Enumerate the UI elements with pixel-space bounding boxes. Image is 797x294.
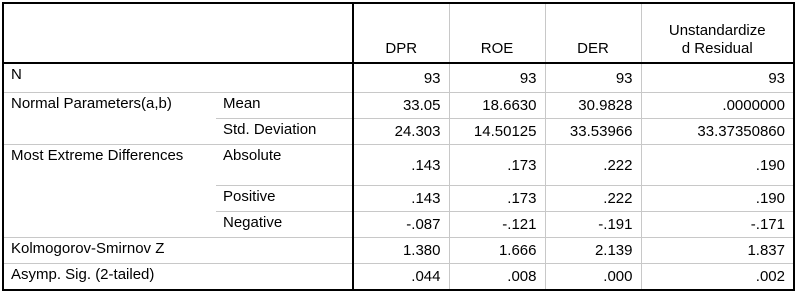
statistics-table [2,2,795,291]
row-label: Most Extreme Differences [3,144,216,185]
cell-dpr: 93 [353,63,449,92]
table-row [3,186,794,212]
cell-der: 30.9828 [545,92,641,118]
column-header-roe: ROE [449,3,545,63]
cell-dpr: 1.380 [353,238,449,264]
cell-roe: 1.666 [449,238,545,264]
cell-der: .222 [545,186,641,212]
row-sublabel: Std. Deviation [216,118,353,144]
cell-residual: .0000000 [641,92,794,118]
cell-dpr: .143 [353,144,449,185]
row-sublabel [216,238,353,264]
row-label: Kolmogorov-Smirnov Z [3,238,216,264]
row-sublabel [216,63,353,92]
cell-residual: .190 [641,144,794,185]
table-row [3,92,794,118]
cell-der: .000 [545,264,641,290]
cell-roe: 14.50125 [449,118,545,144]
column-header-unstandardized-residual-text: Unstandardized Residual [668,22,766,58]
cell-der: 33.53966 [545,118,641,144]
table-row [3,264,794,290]
cell-residual: -.171 [641,212,794,238]
cell-der: 2.139 [545,238,641,264]
row-label [3,186,216,212]
cell-roe: 18.6630 [449,92,545,118]
cell-residual: .190 [641,186,794,212]
cell-dpr: -.087 [353,212,449,238]
cell-dpr: .143 [353,186,449,212]
table-row [3,238,794,264]
cell-dpr: 33.05 [353,92,449,118]
cell-dpr: 24.303 [353,118,449,144]
row-sublabel: Positive [216,186,353,212]
cell-residual: 33.37350860 [641,118,794,144]
row-sublabel: Absolute [216,144,353,185]
cell-residual: 93 [641,63,794,92]
header-corner-sub [216,3,353,63]
row-label: N [3,63,216,92]
column-header-dpr: DPR [353,3,449,63]
table-row [3,144,794,185]
cell-roe: -.121 [449,212,545,238]
cell-roe: 93 [449,63,545,92]
row-label: Normal Parameters(a,b) [3,92,216,118]
column-header-der: DER [545,3,641,63]
row-label: Asymp. Sig. (2-tailed) [3,264,216,290]
cell-dpr: .044 [353,264,449,290]
table-row [3,118,794,144]
cell-roe: .173 [449,186,545,212]
table-row [3,63,794,92]
row-sublabel [216,264,353,290]
row-sublabel: Negative [216,212,353,238]
cell-der: -.191 [545,212,641,238]
header-row [3,3,794,63]
cell-der: 93 [545,63,641,92]
row-sublabel: Mean [216,92,353,118]
cell-roe: .173 [449,144,545,185]
table-row [3,212,794,238]
cell-residual: .002 [641,264,794,290]
row-label [3,118,216,144]
cell-der: .222 [545,144,641,185]
row-label [3,212,216,238]
cell-residual: 1.837 [641,238,794,264]
column-header-unstandardized-residual [641,3,794,63]
header-corner [3,3,216,63]
cell-roe: .008 [449,264,545,290]
